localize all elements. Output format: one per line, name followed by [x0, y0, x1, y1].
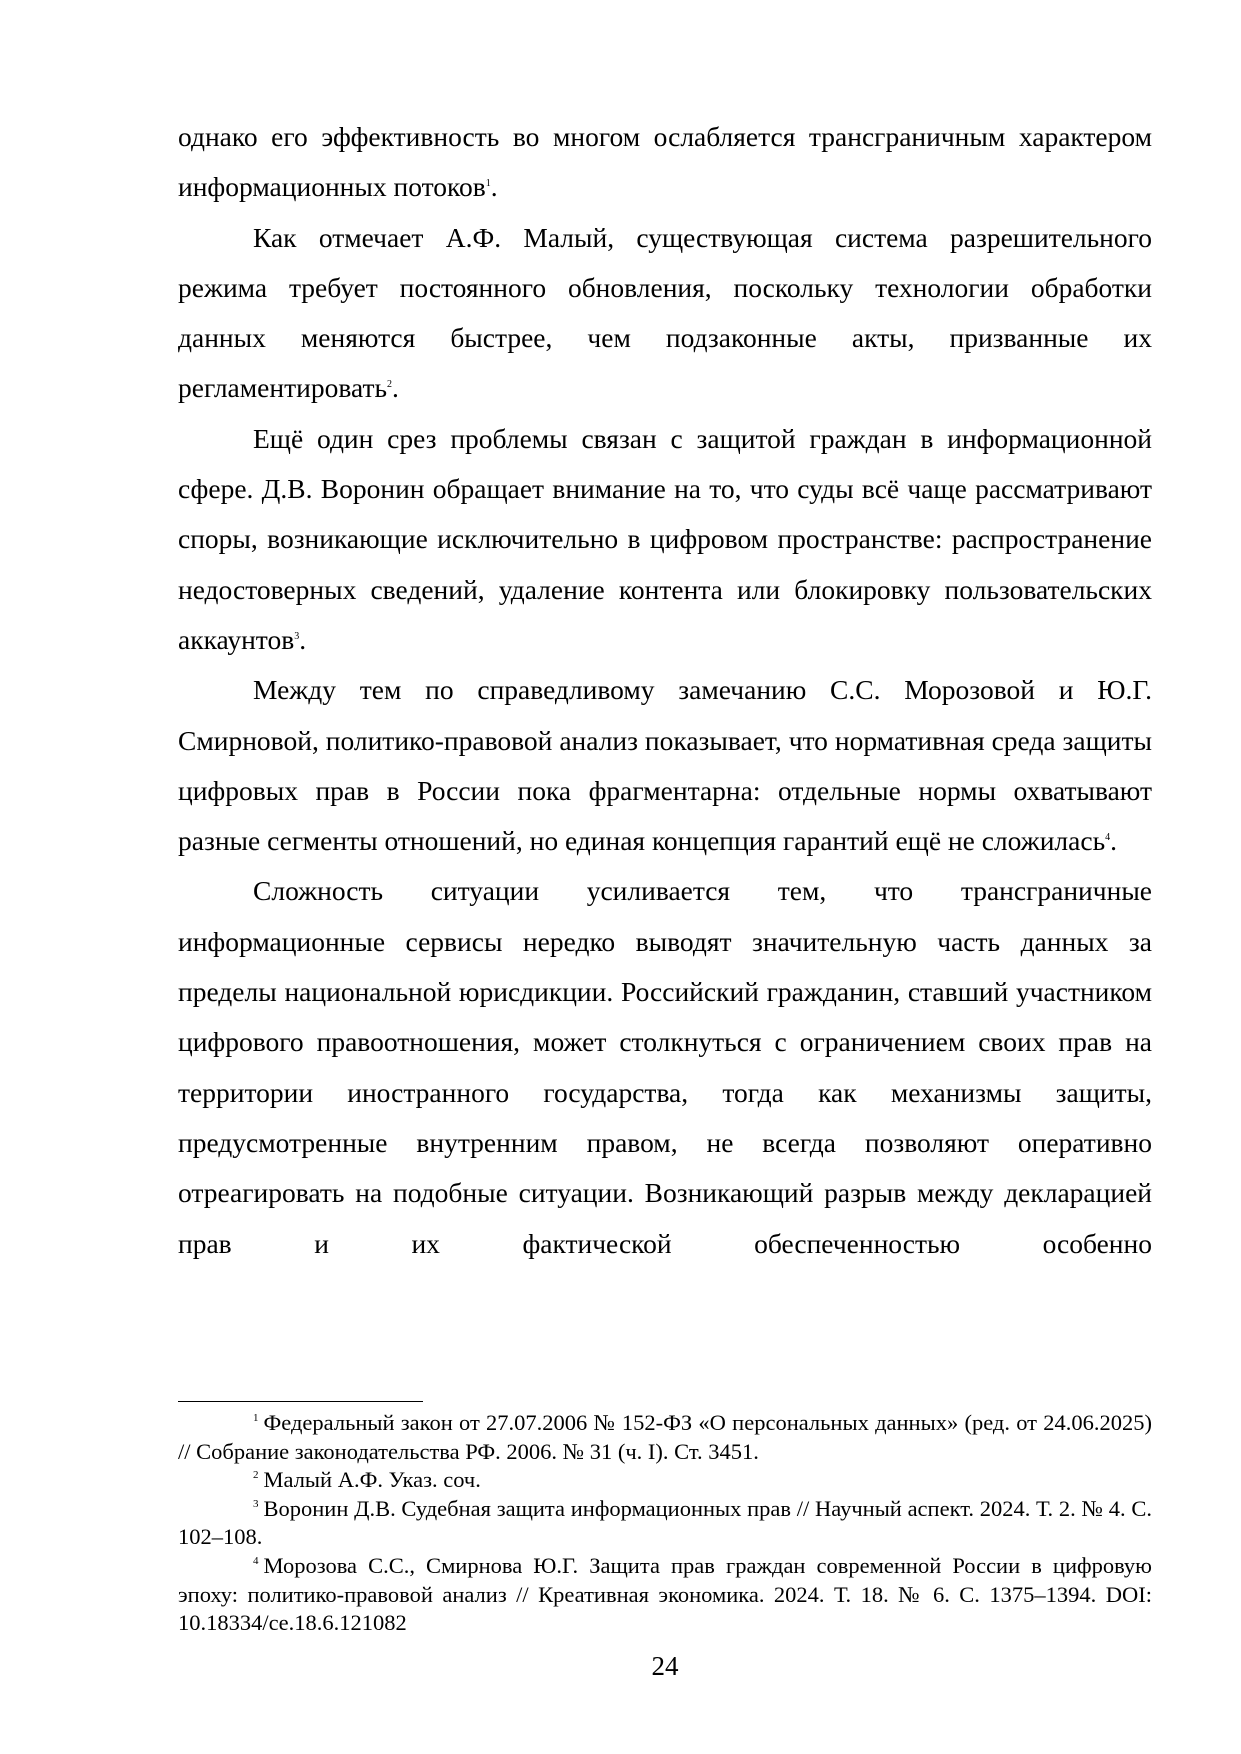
paragraph-3: [178, 414, 1152, 665]
footnote-text: Федеральный закон от 27.07.2006 № 152-ФЗ «О персональных данных» (ред. от 24.06.2025) // Собрание законодательства РФ. 2006. № 31 (ч. I). Ст. 3451.: [178, 1410, 1152, 1464]
footnote-text: Морозова С.С., Смирнова Ю.Г. Защита прав граждан современной России в цифровую эпоху: политико-правовой анализ // Креативная экономика. 2024. Т. 18. № 6. С. 1375–1394. DOI: 10.18334/ce.18.6.121082: [178, 1552, 1152, 1636]
footnote-reference[interactable]: 1: [485, 178, 491, 190]
paragraph-text: однако его эффективность во многом ослабляется трансграничным характером информационных потоков: [178, 121, 1152, 203]
footnote-text: Воронин Д.В. Судебная защита информационных прав // Научный аспект. 2024. Т. 2. № 4. С. 102–108.: [178, 1495, 1152, 1550]
paragraph-2: [178, 213, 1152, 414]
footnote-number: 1: [253, 1412, 259, 1424]
paragraph-4: [178, 665, 1152, 866]
paragraph-text: Как отмечает А.Ф. Малый, существующая система разрешительного режима требует постоянного обновления, поскольку технологии обработки данных меняются быстрее, чем подзаконные акты, призванные их регламентировать: [178, 221, 1152, 404]
paragraph-text: Сложность ситуации усиливается тем, что трансграничные информационные сервисы нередко выводят значительную часть данных за пределы национальной юрисдикции. Российский гражданин, ставший участником цифрового правоотношения, может столкнуться с ограничением своих прав на территории иностранного государства, тогда как механизмы защиты, предусмотренные внутренним правом, не всегда позволяют оперативно отреагировать на подобные ситуации. Возникающий разрыв между декларацией прав и их фактической обеспеченностью особенно: [178, 875, 1152, 1259]
footnotes-area: [178, 1409, 1152, 1638]
footnote-3: [178, 1495, 1152, 1552]
paragraph-1: [178, 112, 1152, 213]
footnote-number: 4: [253, 1554, 259, 1567]
paragraph-text: Ещё один срез проблемы связан с защитой граждан в информационной сфере. Д.В. Воронин обращает внимание на то, что суды всё чаще рассматривают споры, возникающие исключительно в цифровом пространстве: распространение недостоверных сведений, удаление контента или блокировку пользовательских аккаунтов: [178, 422, 1152, 655]
paragraph-end: .: [299, 623, 307, 655]
footnote-text: Малый А.Ф. Указ. соч.: [263, 1467, 481, 1493]
page-number: 24: [651, 1651, 679, 1681]
footnote-1: [178, 1409, 1152, 1466]
paragraph-text: Между тем по справедливому замечанию С.С. Морозовой и Ю.Г. Смирновой, политико-правовой анализ показывает, что нормативная среда защиты цифровых прав в России пока фрагментарна: отдельные нормы охватывают разные сегменты отношений, но единая концепция гарантий ещё не сложилась: [178, 674, 1152, 857]
footnote-separator: [178, 1401, 423, 1402]
footnote-number: 2: [253, 1469, 259, 1482]
footnote-reference[interactable]: 4: [1105, 832, 1111, 844]
footnote-reference[interactable]: 2: [387, 379, 393, 391]
paragraph-5: [178, 866, 1152, 1268]
paragraph-end: .: [392, 372, 399, 404]
paragraph-end: .: [490, 171, 498, 203]
footnote-2: [178, 1466, 1152, 1495]
footnote-number: 3: [253, 1497, 259, 1510]
main-text: [178, 112, 1152, 1269]
footnote-reference[interactable]: 3: [294, 630, 300, 642]
paragraph-end: .: [1110, 825, 1117, 857]
footnote-4: [178, 1552, 1152, 1638]
